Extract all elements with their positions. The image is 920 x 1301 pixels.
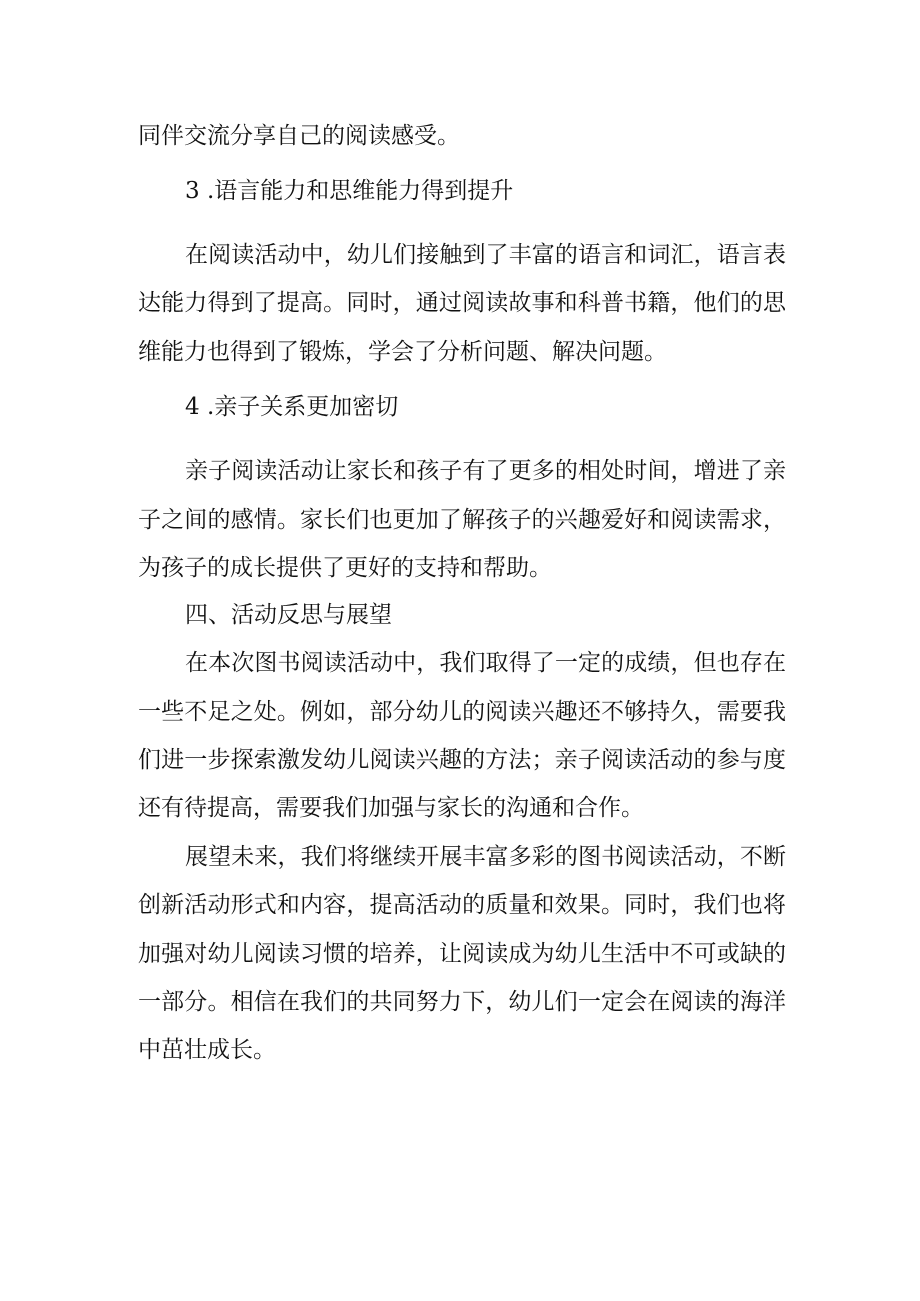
text-line: 在阅读活动中，幼儿们接触到了丰富的语言和词汇，语言表 xyxy=(185,242,786,268)
text-line: 达能力得到了提高。同时，通过阅读故事和科普书籍，他们的思 xyxy=(138,290,786,316)
section-heading-4: 4 .亲子关系更加密切 xyxy=(185,394,399,420)
text-line: 维能力也得到了锻炼，学会了分析问题、解决问题。 xyxy=(138,339,667,365)
text-line: 子之间的感情。家长们也更加了解孩子的兴趣爱好和阅读需求， xyxy=(138,507,786,533)
text-line: 中茁壮成长。 xyxy=(138,1037,276,1063)
text-line: 亲子阅读活动让家长和孩子有了更多的相处时间，增进了亲 xyxy=(185,458,786,484)
text-line: 一部分。相信在我们的共同努力下，幼儿们一定会在阅读的海洋 xyxy=(138,989,786,1015)
text-line: 还有待提高，需要我们加强与家长的沟通和合作。 xyxy=(138,795,644,821)
text-line: 同伴交流分享自己的阅读感受。 xyxy=(138,123,460,149)
text-line: 们进一步探索激发幼儿阅读兴趣的方法；亲子阅读活动的参与度 xyxy=(138,747,786,773)
section-heading-3: 3 .语言能力和思维能力得到提升 xyxy=(185,178,514,204)
text-line: 在本次图书阅读活动中，我们取得了一定的成绩，但也存在 xyxy=(185,650,786,676)
text-line: 加强对幼儿阅读习惯的培养，让阅读成为幼儿生活中不可或缺的 xyxy=(138,941,786,967)
text-line: 创新活动形式和内容，提高活动的质量和效果。同时，我们也将 xyxy=(138,892,786,918)
text-line: 一些不足之处。例如，部分幼儿的阅读兴趣还不够持久，需要我 xyxy=(138,699,786,725)
section-heading-four: 四、活动反思与展望 xyxy=(185,602,392,628)
text-line: 为孩子的成长提供了更好的支持和帮助。 xyxy=(138,555,552,581)
text-line: 展望未来，我们将继续开展丰富多彩的图书阅读活动，不断 xyxy=(185,844,786,870)
